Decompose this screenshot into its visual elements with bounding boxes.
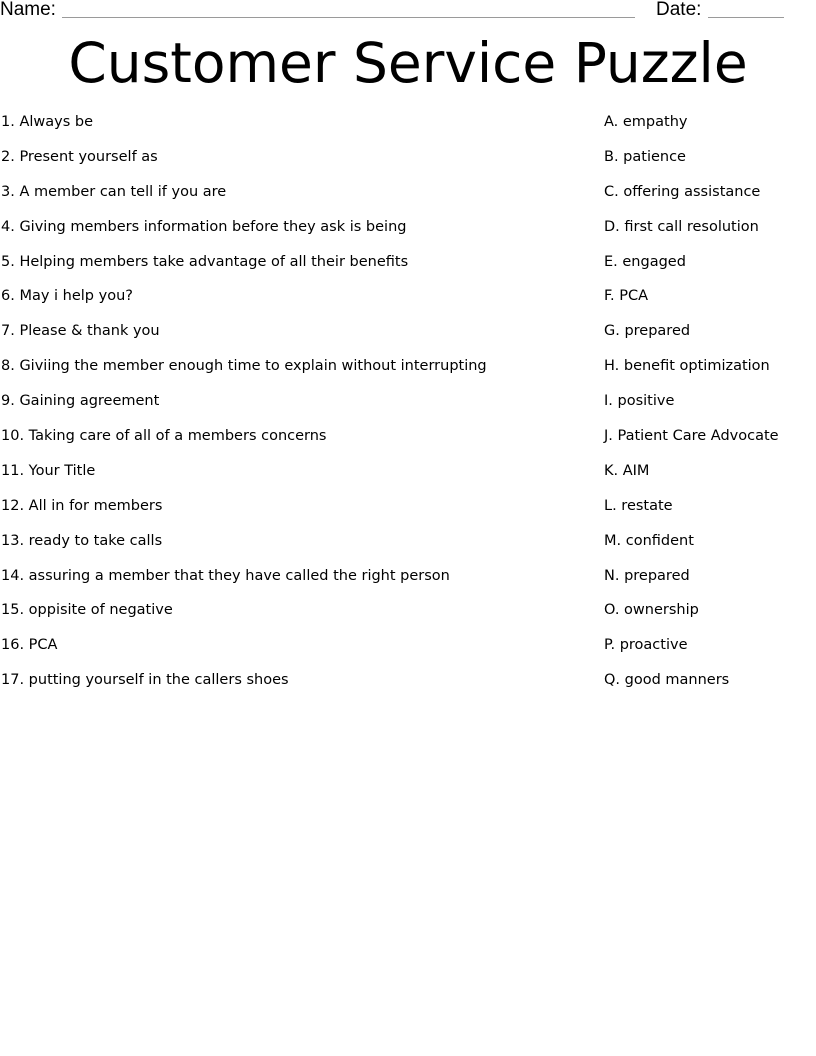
- name-blank-line[interactable]: [62, 17, 635, 18]
- clue-item: 8. Giviing the member enough time to explain without interrupting: [1, 358, 487, 375]
- clue-item: 14. assuring a member that they have called the right person: [1, 567, 450, 584]
- clue-item: 5. Helping members take advantage of all their benefits: [1, 253, 409, 270]
- clue-item: 11. Your Title: [1, 462, 96, 479]
- answer-list: [604, 113, 814, 706]
- answer-item: B. patience: [604, 148, 686, 165]
- clue-item: 6. May i help you?: [1, 288, 133, 305]
- date-label: Date:: [656, 0, 702, 20]
- clue-item: 16. PCA: [1, 637, 58, 654]
- answer-item: H. benefit optimization: [604, 358, 770, 375]
- clue-item: 12. All in for members: [1, 497, 163, 514]
- name-label: Name:: [0, 0, 56, 20]
- answer-item: F. PCA: [604, 288, 649, 305]
- clue-item: 10. Taking care of all of a members concerns: [1, 428, 327, 445]
- answer-item: N. prepared: [604, 567, 690, 584]
- answer-item: J. Patient Care Advocate: [604, 428, 779, 445]
- answer-item: Q. good manners: [604, 672, 730, 689]
- date-blank-line[interactable]: [708, 17, 784, 18]
- clue-item: 4. Giving members information before they ask is being: [1, 218, 407, 235]
- clue-item: 17. putting yourself in the callers shoes: [1, 672, 289, 689]
- clue-item: 13. ready to take calls: [1, 532, 163, 549]
- answer-item: P. proactive: [604, 637, 688, 654]
- answer-item: D. first call resolution: [604, 218, 759, 235]
- clue-item: 15. oppisite of negative: [1, 602, 173, 619]
- answer-item: A. empathy: [604, 114, 688, 130]
- clue-item: 9. Gaining agreement: [1, 393, 160, 410]
- clue-list: [1, 113, 591, 706]
- answer-item: O. ownership: [604, 602, 699, 619]
- answer-item: I. positive: [604, 393, 675, 410]
- answer-item: G. prepared: [604, 323, 691, 340]
- answer-item: K. AIM: [604, 462, 650, 479]
- answer-item: M. confident: [604, 532, 694, 549]
- clue-item: 1. Always be: [1, 114, 94, 130]
- page-title: Customer Service Puzzle: [68, 31, 748, 95]
- answer-item: C. offering assistance: [604, 183, 761, 200]
- clue-item: 2. Present yourself as: [1, 148, 158, 165]
- worksheet-header: [0, 0, 816, 24]
- clue-item: 7. Please & thank you: [1, 323, 160, 340]
- answer-item: L. restate: [604, 497, 673, 514]
- answer-item: E. engaged: [604, 253, 686, 270]
- clue-item: 3. A member can tell if you are: [1, 183, 227, 200]
